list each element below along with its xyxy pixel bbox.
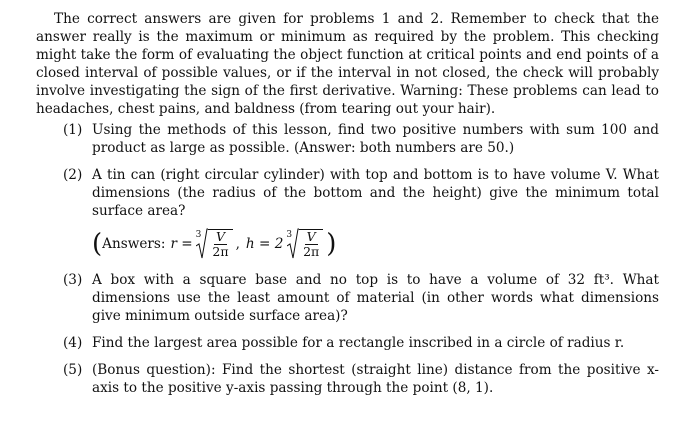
r-label: r = bbox=[170, 236, 193, 252]
problem-2-answer bbox=[92, 226, 659, 262]
problem-number: (2) bbox=[63, 167, 83, 183]
answers-label: Answers: bbox=[102, 236, 166, 252]
separator: , bbox=[235, 236, 240, 252]
problem-1 bbox=[36, 121, 659, 157]
numerator: V bbox=[215, 229, 225, 244]
problem-text: A box with a square base and no top is to have a volume of 32 ft³. What dimensions use the least amount of material (in other words what dimensions give minimum outside surface area)? bbox=[92, 272, 659, 324]
problem-number: (3) bbox=[63, 272, 83, 288]
problem-2 bbox=[36, 166, 659, 262]
problem-number: (4) bbox=[63, 335, 83, 351]
cube-root-r bbox=[196, 228, 233, 260]
problem-text: Using the methods of this lesson, find two positive numbers with sum 100 and product as large as possible. (Answer: both numbers are 50.) bbox=[92, 122, 659, 156]
problem-list bbox=[36, 121, 659, 397]
problem-text: Find the largest area possible for a rectangle inscribed in a circle of radius r. bbox=[92, 335, 625, 351]
root-index: 3 bbox=[195, 230, 202, 240]
fraction bbox=[208, 229, 232, 259]
problem-3 bbox=[36, 271, 659, 325]
fraction bbox=[299, 229, 323, 259]
problem-text: A tin can (right circular cylinder) with top and bottom is to have volume V. What dimensions (the radius of the bottom and the height) give the minimum total surface area? bbox=[92, 167, 659, 219]
close-paren: ) bbox=[326, 229, 337, 259]
root-index: 3 bbox=[286, 230, 293, 240]
h-label: h = 2 bbox=[245, 236, 284, 252]
problem-4 bbox=[36, 334, 659, 352]
intro-paragraph: The correct answers are given for problems 1 and 2. Remember to check that the answer really is the maximum or minimum as required by the problem. This checking might take the form of evaluating the object function at critical points and end points of a closed interval of possible values, or if the interval in not closed, the check will probably involve investigating the sign of the first derivative. Warning: These problems can lead to headaches, chest pains, and baldness (from tearing out your hair). bbox=[36, 11, 659, 117]
numerator: V bbox=[306, 229, 316, 244]
problem-5 bbox=[36, 361, 659, 397]
problem-number: (5) bbox=[63, 362, 83, 378]
open-paren: ( bbox=[92, 229, 103, 259]
denominator: 2π bbox=[303, 244, 320, 259]
problem-text: (Bonus question): Find the shortest (straight line) distance from the positive x-axis to the positive y-axis passing through the point (8, 1). bbox=[92, 362, 659, 396]
cube-root-h bbox=[286, 228, 323, 260]
problem-number: (1) bbox=[63, 122, 83, 138]
denominator: 2π bbox=[212, 244, 229, 259]
